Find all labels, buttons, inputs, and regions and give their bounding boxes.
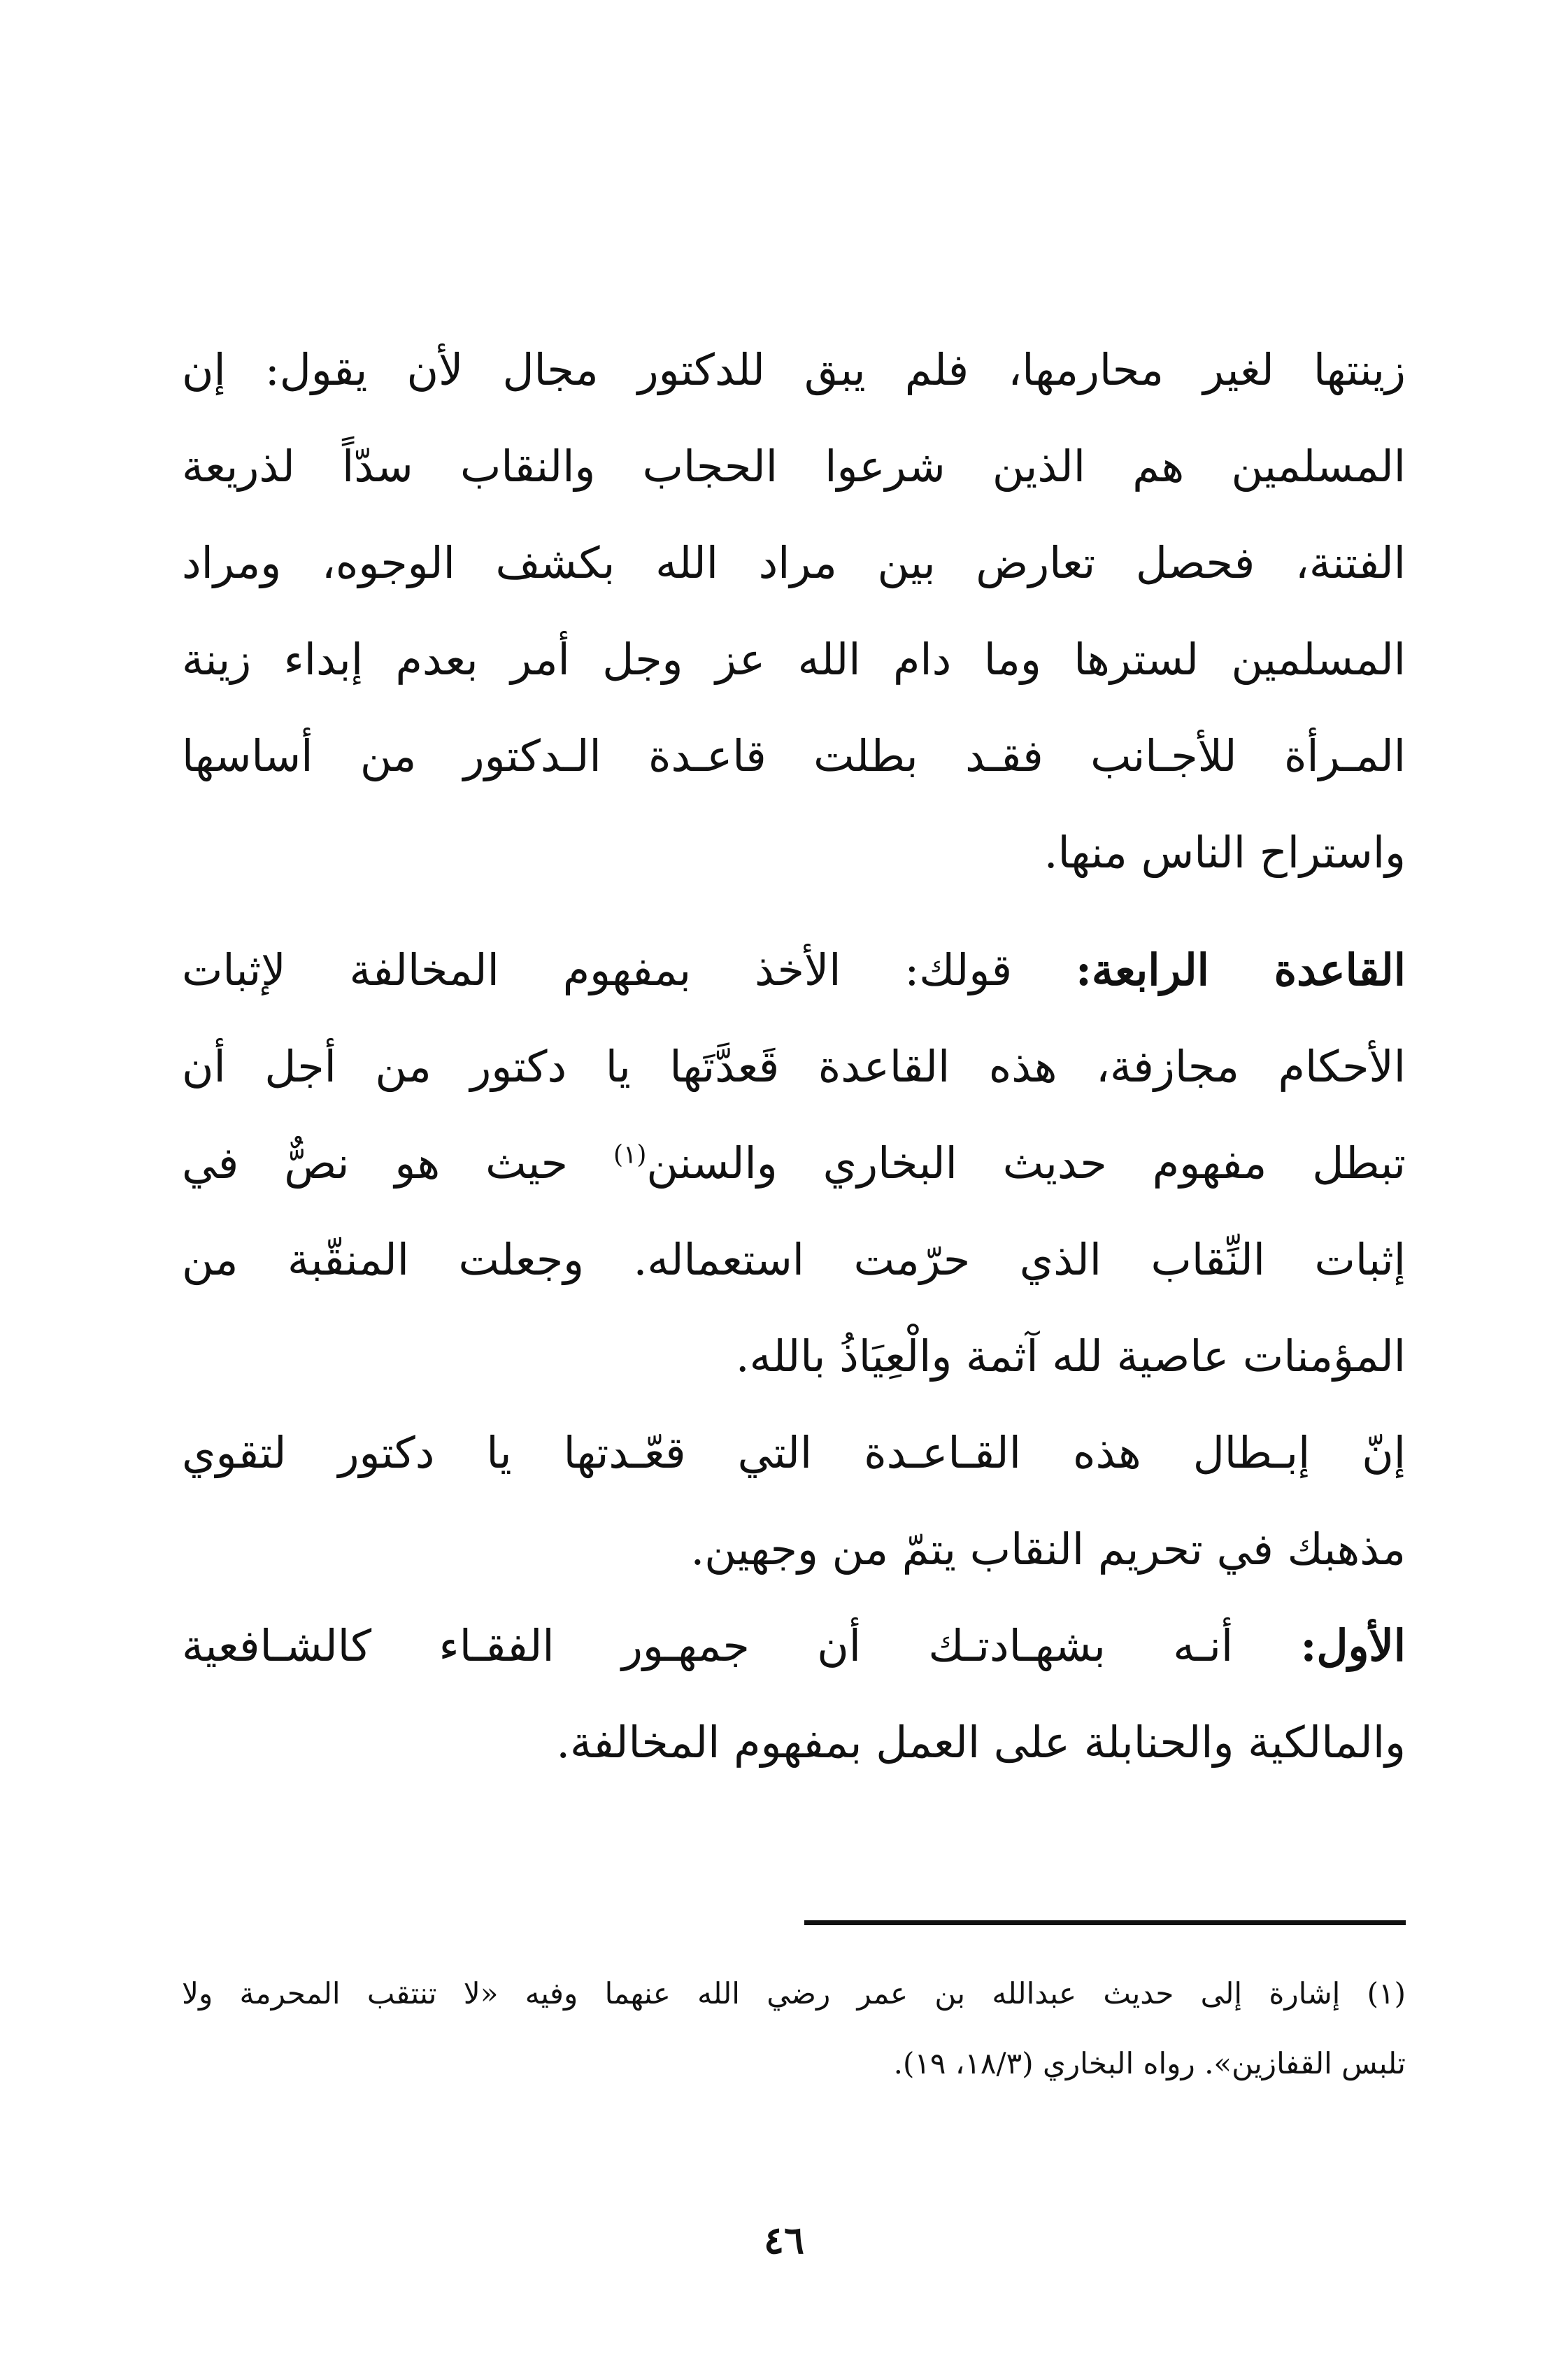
footnote-line: تلبس القفازين». رواه البخاري (١٨/٣، ١٩). xyxy=(893,2046,1406,2080)
text-line: المؤمنات عاصية لله آثمة والْعِيَاذُ بالله. xyxy=(735,1331,1406,1382)
text-line: المسلمين هم الذين شرعوا الحجاب والنقاب سدّاً لذريعة xyxy=(182,441,1406,492)
text-run: أنـه بشهـادتـك أن جمهـور الفقـاء كالشـافعية xyxy=(182,1620,1301,1671)
text-line: الفتنة، فحصل تعارض بين مراد الله بكشف الوجوه، ومراد xyxy=(182,537,1406,588)
footnote-reference: (١) xyxy=(613,1140,647,1170)
text-line: مذهبك في تحريم النقاب يتمّ من وجهين. xyxy=(690,1524,1406,1575)
text-line: المـرأة للأجـانب فقـد بطلت قاعـدة الـدكتور من أساسها xyxy=(182,730,1406,781)
text-line: والمالكية والحنابلة على العمل بمفهوم المخالفة. xyxy=(556,1717,1406,1768)
text-line: الأحكام مجازفة، هذه القاعدة قَعدَّتَها يا دكتور من أجل أن xyxy=(182,1041,1406,1092)
text-line: إثبات النِّقاب الذي حرّمت استعماله. وجعلت المنقّبة من xyxy=(182,1234,1406,1285)
footnote-line: (١) إشارة إلى حديث عبدالله بن عمر رضي الله عنهما وفيه «لا تنتقب المحرمة ولا xyxy=(182,1976,1406,2011)
paragraph-gap xyxy=(182,901,1406,922)
paragraph-first-point xyxy=(182,1598,1406,1791)
text-line xyxy=(182,1598,1406,1694)
section-heading: الأول: xyxy=(1300,1620,1406,1671)
text-line xyxy=(182,1115,1406,1212)
text-line: إنّ إبـطال هذه القـاعـدة التي قعّـدتها يا دكتور لتقوي xyxy=(182,1427,1406,1478)
section-heading: القاعدة الرابعة: xyxy=(1075,944,1406,995)
text-run: حيث هو نصٌّ في xyxy=(182,1137,613,1189)
paragraph-continuation xyxy=(182,322,1406,901)
main-text xyxy=(182,322,1406,1791)
page-number: ٤٦ xyxy=(763,2218,804,2262)
footnote-separator xyxy=(804,1920,1406,1925)
text-run: قولك: الأخذ بمفهوم المخالفة لإثبات xyxy=(182,944,1076,995)
text-line: واستراح الناس منها. xyxy=(1043,827,1406,878)
footnote-block xyxy=(182,1959,1406,2099)
text-line: المسلمين لسترها وما دام الله عز وجل أمر بعدم إبداء زينة xyxy=(182,634,1406,685)
text-run: تبطل مفهوم حديث البخاري والسنن xyxy=(646,1137,1406,1189)
text-line xyxy=(182,922,1406,1019)
text-line: زينتها لغير محارمها، فلم يبق للدكتور مجال لأن يقول: إن xyxy=(182,344,1406,395)
paragraph-fourth-rule xyxy=(182,922,1406,1405)
paragraph-refutation xyxy=(182,1405,1406,1598)
